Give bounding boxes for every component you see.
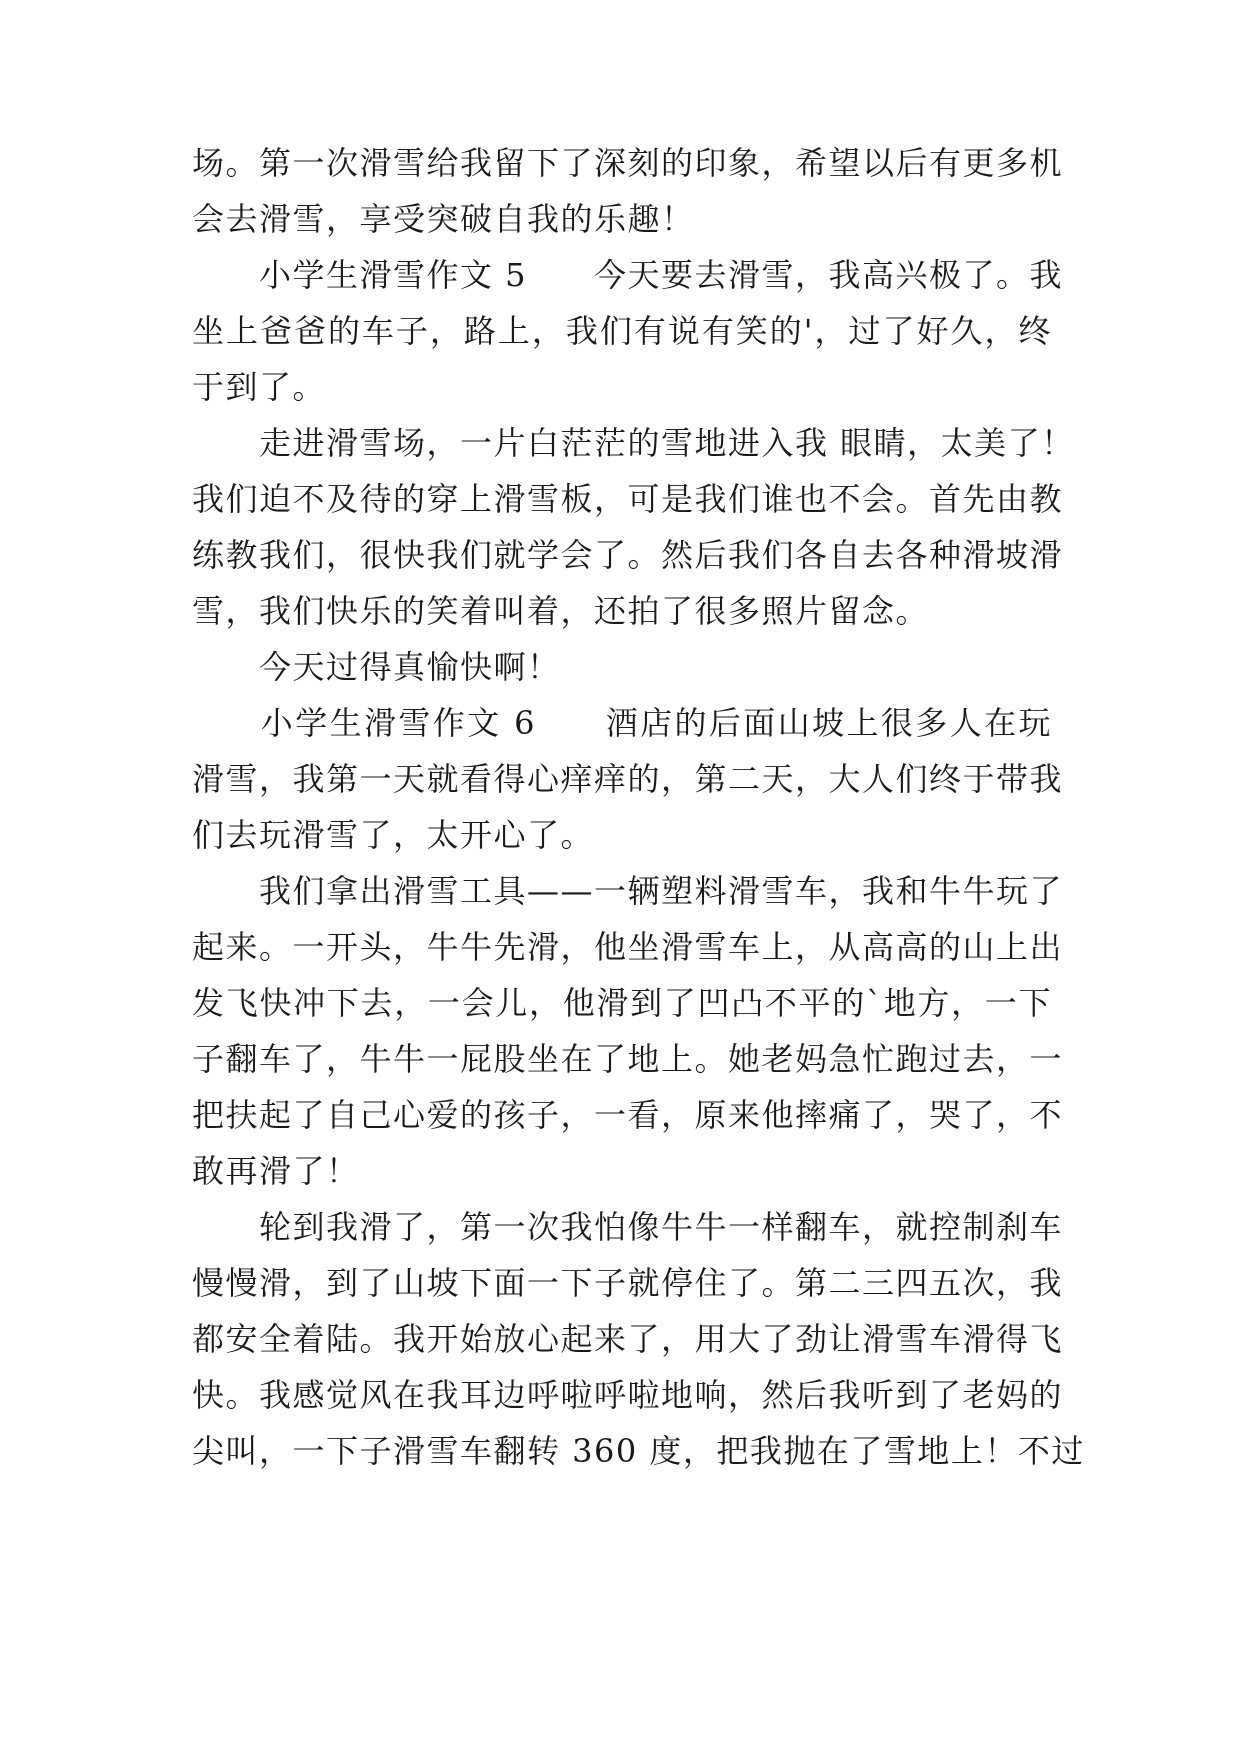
text-line: 轮到我滑了，第一次我怕像牛牛一样翻车，就控制刹车 <box>192 1208 1064 1246</box>
text-line: 场。第一次滑雪给我留下了深刻的印象，希望以后有更多机 <box>192 144 1064 182</box>
text-line: 慢慢滑，到了山坡下面一下子就停住了。第二三四五次，我 <box>192 1264 1064 1302</box>
section-heading-line: 小学生滑雪作文 6 酒店的后面山坡上很多人在玩 <box>192 704 1052 742</box>
text-line: 起来。一开头，牛牛先滑，他坐滑雪车上，从高高的山上出 <box>192 928 1064 966</box>
text-line: 把扶起了自己心爱的孩子，一看，原来他摔痛了，哭了，不 <box>192 1096 1064 1134</box>
text-line: 练教我们，很快我们就学会了。然后我们各自去各种滑坡滑 <box>192 536 1064 574</box>
text-line: 雪，我们快乐的笑着叫着，还拍了很多照片留念。 <box>192 592 930 630</box>
text-line: 敢再滑了！ <box>192 1152 360 1190</box>
text-line: 们去玩滑雪了，太开心了。 <box>192 816 595 854</box>
text-line: 快。我感觉风在我耳边呼啦呼啦地响，然后我听到了老妈的 <box>192 1376 1064 1414</box>
text-line: 于到了。 <box>192 368 327 406</box>
text-line: 走进滑雪场，一片白茫茫的雪地进入我 眼睛，太美了！ <box>192 424 1075 462</box>
text-line: 我们拿出滑雪工具——一辆塑料滑雪车，我和牛牛玩了 <box>192 872 1064 910</box>
text-line: 我们迫不及待的穿上滑雪板，可是我们谁也不会。首先由教 <box>192 480 1064 518</box>
text-line: 滑雪，我第一天就看得心痒痒的，第二天，大人们终于带我 <box>192 760 1064 798</box>
text-line: 子翻车了，牛牛一屁股坐在了地上。她老妈急忙跑过去，一 <box>192 1040 1064 1078</box>
text-line: 都安全着陆。我开始放心起来了，用大了劲让滑雪车滑得飞 <box>192 1320 1064 1358</box>
section-heading-line: 小学生滑雪作文 5 今天要去滑雪，我高兴极了。我 <box>192 256 1064 294</box>
text-line: 发飞快冲下去，一会儿，他滑到了凹凸不平的`地方，一下 <box>192 984 1052 1022</box>
text-line: 今天过得真愉快啊！ <box>192 648 561 686</box>
text-line: 会去滑雪，享受突破自我的乐趣！ <box>192 200 695 238</box>
text-line: 尖叫，一下子滑雪车翻转 360 度，把我抛在了雪地上！不过 <box>192 1432 1085 1470</box>
text-line: 坐上爸爸的车子，路上，我们有说有笑的'，过了好久，终 <box>192 312 1052 350</box>
